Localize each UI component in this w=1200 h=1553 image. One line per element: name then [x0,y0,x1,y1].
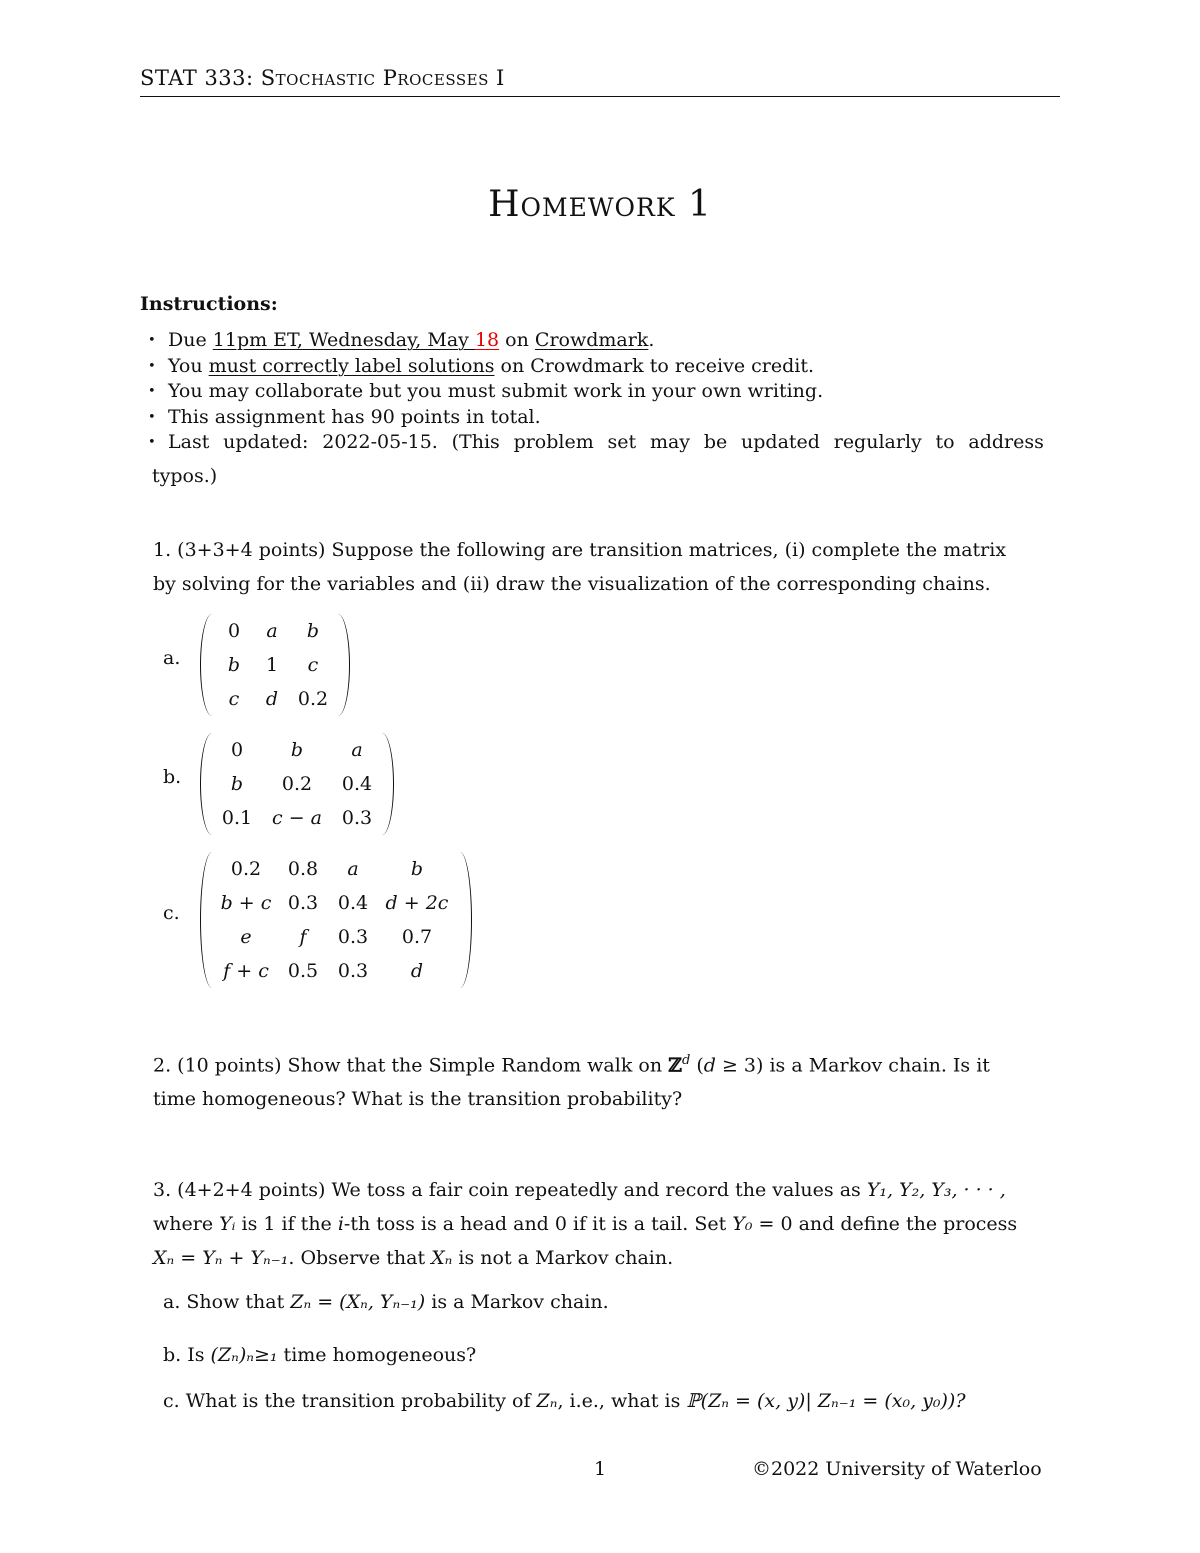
q3b-text: time homogeneous? [277,1344,477,1366]
bullet-text: on Crowdmark to receive credit. [494,354,815,377]
q3-text: 3. (4+2+4 points) We toss a fair coin repeatedly and record the values as [153,1179,867,1201]
bullet-text: You [168,354,209,377]
matrix-cell: a [347,858,359,880]
right-paren [381,733,394,835]
matrix-cell: 0.2 [230,858,262,880]
matrix-cell: 0 [230,739,244,761]
q3-text: -th toss is a head and 0 if it is a tail. Set [343,1213,733,1235]
bullet5-words [168,430,1044,456]
bullet-text: This assignment has 90 points in total. [168,405,541,428]
matrix-cell: f [299,926,307,948]
matrix-cell: b + c [220,892,272,914]
q2-text: ≥ 3) is a Markov chain. Is it [715,1054,990,1077]
q2-text: ( [690,1054,704,1077]
page-title: Homework 1 [488,184,712,225]
matrix-cell: 0.2 [281,773,313,795]
matrix-cell: b [410,858,424,880]
q3-math: Y₁, Y₂, Y₃, · · · , [866,1179,1006,1201]
list-item [148,354,1048,380]
bullet5-word: address [968,431,1044,453]
question-3 [153,1173,1048,1275]
matrix-cell: f + c [223,960,269,982]
bullet-icon: • [148,333,156,348]
matrix-cell: b [306,620,320,642]
bullet-text: You may collaborate but you must submit work in your own writing. [168,380,824,402]
matrix-a-label: a. [163,647,181,669]
q3-math: Y₀ [732,1213,753,1235]
q3-part-b [163,1344,476,1366]
matrix-cell: c [307,654,319,676]
q2-line-2: time homogeneous? What is the transition probability? [153,1088,683,1111]
matrix-cell: 0.3 [337,960,369,982]
bullet5-word: to [935,431,955,453]
list-item [148,405,1048,431]
matrix-cell: 0.7 [401,926,433,948]
matrix-cell: b [230,773,244,795]
bullet5-word: set [607,431,637,453]
q3-text: = 0 and define the process [752,1213,1018,1235]
question-2 [153,1044,1048,1116]
copyright: ©2022 University of Waterloo [752,1458,1042,1480]
bullet5-word: Last [168,431,210,453]
header-rule [140,96,1060,97]
header-course: STAT 333: Stochastic Processes I [140,66,505,90]
matrix-cell: a [266,620,278,642]
matrix-cell: 0.1 [221,807,253,829]
bullet-icon: • [148,435,156,450]
q3c-math: ℙ(Zₙ = (x, y)| Zₙ₋₁ = (x₀, y₀))? [686,1390,966,1412]
bullet5-word: 2022-05-15. [322,431,438,453]
matrix-cell: 0.3 [337,926,369,948]
due-date-link[interactable]: 18 [474,329,500,351]
left-paren [200,852,213,988]
matrix-cell: e [240,926,252,948]
matrix-cell: b [290,739,304,761]
q3-line-2 [153,1207,1048,1241]
q3c-text: c. What is the transition probability of [163,1390,537,1412]
q3-line-3 [153,1241,1048,1275]
list-item [148,430,1048,456]
q3-math: i [337,1213,344,1235]
q3c-text: , i.e., what is [557,1390,687,1412]
q3-text: is 1 if the [235,1213,338,1235]
instructions-heading: Instructions: [140,293,278,315]
due-time: 11pm ET, Wednesday, May [212,329,475,351]
matrix-b-grid [213,733,381,835]
bullet5-word: regularly [833,431,922,453]
q3-math: Xₙ = Yₙ + Yₙ₋₁ [153,1247,289,1269]
matrix-b-label: b. [163,766,182,788]
bullet-text: Due [168,329,213,351]
matrix-a-grid [213,614,337,716]
bullet-text: on [499,329,535,351]
matrix-cell: 0.5 [287,960,319,982]
right-paren [459,852,472,988]
question-1 [153,533,1048,601]
bullet-icon: • [148,384,156,399]
bullet5-word: be [703,431,728,453]
q3c-math: Zₙ [536,1390,558,1412]
q3-part-c [163,1390,966,1412]
matrix-cell: 0.8 [287,858,319,880]
bullet-icon: • [148,358,156,374]
matrix-a [200,614,350,716]
bullet5-word: updated [741,431,820,453]
matrix-cell: a [351,739,363,761]
bullet5-word: (This [451,431,500,453]
q3-part-a [163,1291,609,1313]
matrix-cell: 0 [227,620,241,642]
list-item [148,328,1048,354]
crowdmark-link[interactable]: Crowdmark [534,329,649,351]
matrix-cell: 0.4 [341,773,373,795]
bullet5-word: problem [513,431,594,453]
matrix-cell: d + 2c [385,892,449,914]
matrix-cell: d [265,688,279,710]
q3-math: Xₙ [431,1247,453,1269]
bullet5-continuation: typos.) [152,464,218,487]
matrix-cell: 0.4 [337,892,369,914]
right-paren [337,614,350,716]
matrix-cell: 0.3 [341,807,373,829]
matrix-c [200,852,472,988]
matrix-cell: c [228,688,240,710]
q3a-math: Zₙ = (Xₙ, Yₙ₋₁) [290,1291,426,1313]
q3-text: where [153,1213,220,1235]
matrix-c-grid [213,852,459,988]
left-paren [200,614,213,716]
bullet-text: . [648,329,655,351]
matrix-cell: d [410,960,424,982]
label-emphasis: must correctly label solutions [208,354,495,377]
matrix-b [200,733,394,835]
q3b-text: b. Is [163,1344,211,1366]
matrix-cell: 1 [265,654,279,676]
bullet-icon: • [148,409,156,425]
q3-text: is not a Markov chain. [452,1247,674,1269]
matrix-cell: 0.2 [297,688,329,710]
q3-text: . Observe that [288,1247,432,1269]
q2-superscript: d [681,1053,691,1068]
q1-line-2: by solving for the variables and (ii) draw the visualization of the corresponding chains. [153,573,991,595]
q3b-math: (Zₙ)ₙ≥₁ [210,1344,278,1366]
list-item [148,379,1048,405]
q3a-text: is a Markov chain. [425,1291,609,1313]
matrix-c-label: c. [163,902,180,924]
matrix-cell: c − a [272,807,322,829]
q2-line-1 [153,1044,1048,1082]
bullet5-word: updated: [223,431,309,453]
left-paren [200,733,213,835]
matrix-cell: 0.3 [287,892,319,914]
integer-lattice-symbol: ℤ [668,1054,682,1077]
q2-var: d [703,1054,716,1077]
q2-text: 2. (10 points) Show that the Simple Random walk on [153,1054,669,1077]
instructions-list [148,328,1048,487]
bullet5-word: may [649,431,691,453]
q1-line-1: 1. (3+3+4 points) Suppose the following are transition matrices, (i) complete the matrix [153,539,1007,561]
matrix-cell: b [227,654,241,676]
q3a-text: a. Show that [163,1291,291,1313]
q3-line-1 [153,1173,1048,1207]
page-number: 1 [594,1458,607,1480]
q3-math: Yᵢ [219,1213,236,1235]
